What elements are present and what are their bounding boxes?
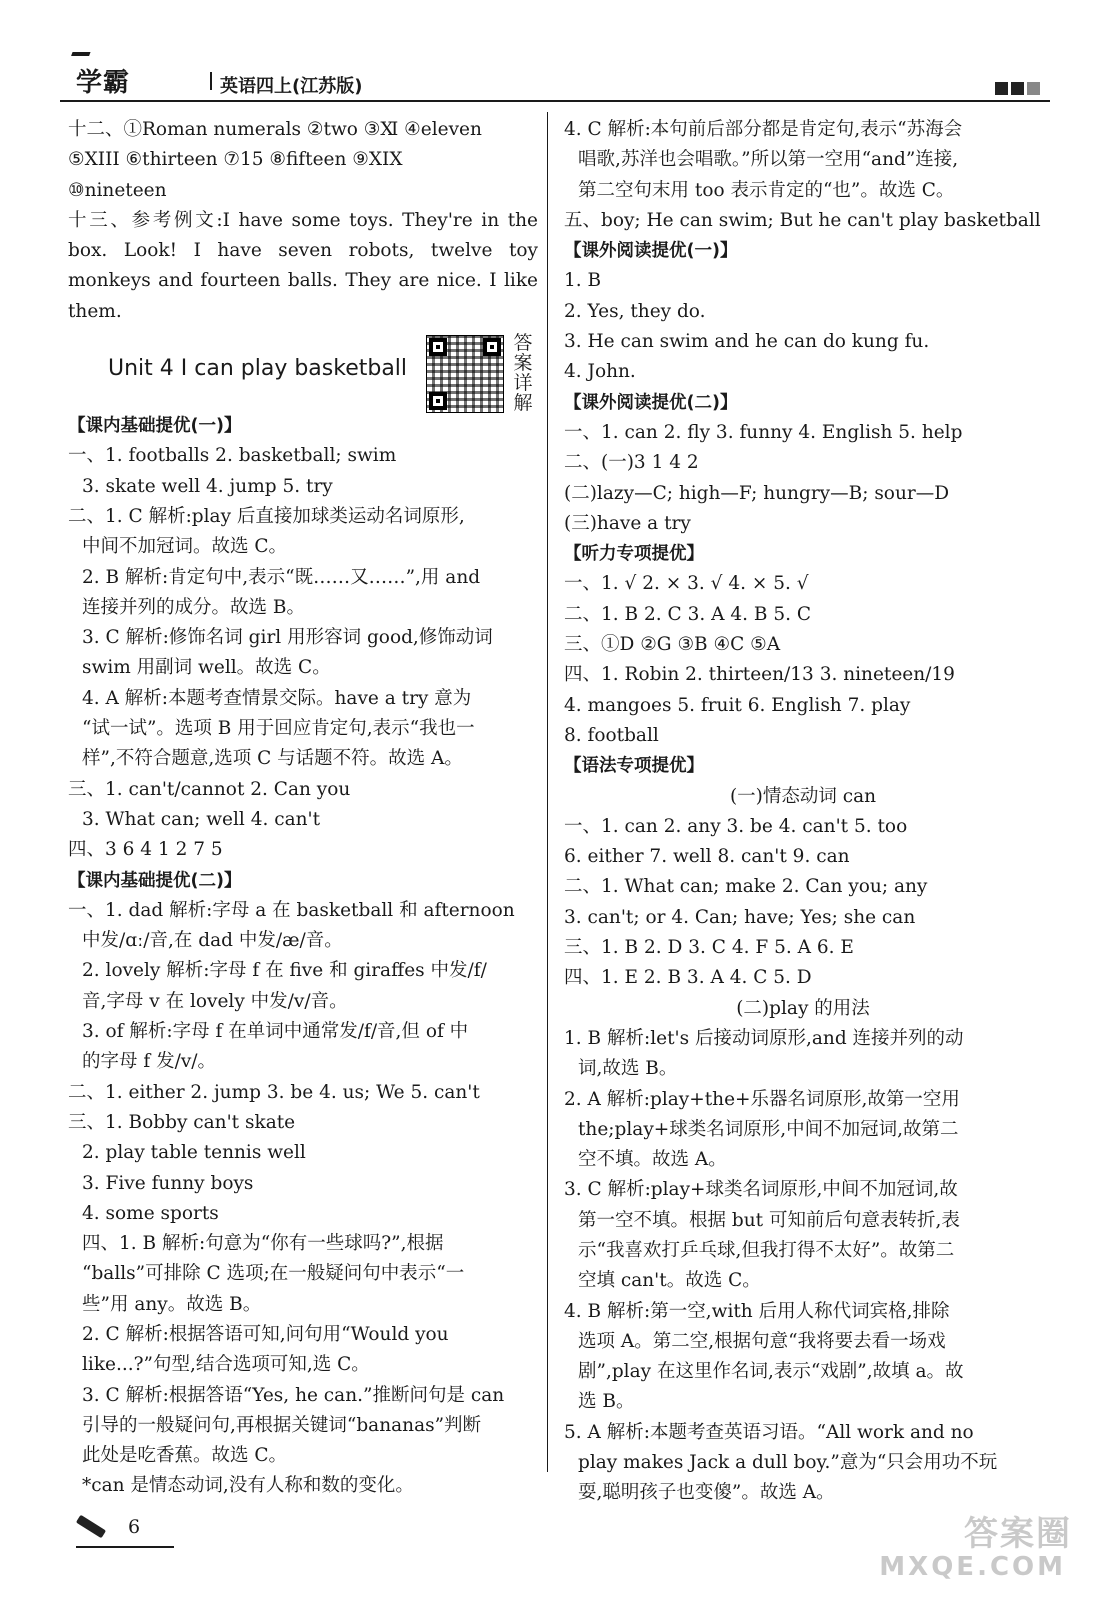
subsection-title: (一)情态动词 can [729,785,877,807]
answer-line: ⑤XIII ⑥thirteen ⑦15 ⑧fifteen ⑨XIX [68,149,403,171]
answer-line: 二、1. B 2. C 3. A 4. B 5. C [564,603,812,625]
watermark-url: MXQE.COM [879,1552,1066,1582]
answer-line: “试一试”。选项 B 用于回应肯定句,表示“我也一 [82,718,475,740]
answer-line: 2. lovely 解析:字母 f 在 five 和 giraffes 中发/f/ [82,960,487,982]
answer-line: 2. A 解析:play+the+乐器名词原形,故第一空用 [564,1088,960,1110]
answer-line: 3. can't; or 4. Can; have; Yes; she can [564,906,916,928]
answer-line: 空不填。故选 A。 [578,1149,727,1171]
answer-line: 中间不加冠词。故选 C。 [82,536,288,558]
pencil-icon [76,1515,106,1539]
answer-line: 十三、参考例文:I have some toys. They're in the [68,209,538,231]
answer-line: box. Look! I have seven robots, twelve toy [68,240,538,262]
answer-line: swim 用副词 well。故选 C。 [82,657,331,679]
answer-line: 4. John. [564,361,636,383]
answer-line: 4. some sports [82,1202,219,1224]
answer-line: (二)lazy—C; high—F; hungry—B; sour—D [564,482,950,504]
answer-note: *can 是情态动词,没有人称和数的变化。 [82,1475,414,1497]
answer-line: the;play+球类名词原形,中间不加冠词,故第二 [578,1118,959,1140]
answer-line: 3. What can; well 4. can't [82,808,321,830]
answer-line: 耍,聪明孩子也变傻”。故选 A。 [578,1482,835,1504]
answer-line: 三、1. B 2. D 3. C 4. F 5. A 6. E [564,937,854,959]
answer-line: 3. C 解析:play+球类名词原形,中间不加冠词,故 [564,1179,958,1201]
brand-logo: 学霸 [76,68,131,98]
answer-line: 8. football [564,724,659,746]
answer-line: 连接并列的成分。故选 B。 [82,596,305,618]
page-header [60,60,1050,102]
answer-line: 一、1. can 2. any 3. be 4. can't 5. too [564,815,908,837]
answer-line: 6. either 7. well 8. can't 9. can [564,846,850,868]
answer-line: 2. Yes, they do. [564,300,706,322]
answer-line: 选项 A。第二空,根据句意“我将要去看一场戏 [578,1330,946,1352]
subsection-title: (二)play 的用法 [736,997,870,1019]
answer-line: (三)have a try [564,512,691,534]
answer-line: 4. C 解析:本句前后部分都是肯定句,表示“苏海会 [564,119,963,140]
answer-line: 二、1. What can; make 2. Can you; any [564,876,928,898]
answer-line: 4. B 解析:第一空,with 后用人称代词宾格,排除 [564,1300,950,1322]
answer-line: 引导的一般疑问句,再根据关键词“bananas”判断 [82,1414,482,1436]
answer-line: 四、1. E 2. B 3. A 4. C 5. D [564,967,812,989]
answer-line: 中发/ɑː/音,在 dad 中发/æ/音。 [82,930,343,952]
answer-line: 空填 can't。故选 C。 [578,1270,761,1292]
header-divider [210,72,212,90]
answer-line: 第一空不填。根据 but 可知前后句意表转折,表 [578,1209,960,1231]
unit-title: Unit 4 I can play basketball [108,356,408,382]
answer-line: 第二空句末用 too 表示肯定的“也”。故选 C。 [578,179,955,201]
section-title: 【语法专项提优】 [564,756,704,777]
answer-line: 3. He can swim and he can do kung fu. [564,331,930,353]
answer-line: 此处是吃香蕉。故选 C。 [82,1445,288,1467]
answer-line: 四、1. Robin 2. thirteen/13 3. nineteen/19 [564,664,955,686]
answer-line: 3. Five funny boys [82,1172,254,1194]
answer-line: “balls”可排除 C 选项;在一般疑问句中表示“一 [82,1263,465,1285]
answer-line: 十二、①Roman numerals ②two ③Ⅺ ④eleven [68,119,482,140]
answer-line: 一、1. footballs 2. basketball; swim [68,445,397,467]
section-title: 【课内基础提优(二)】 [68,870,242,891]
unit-heading [68,329,538,415]
answer-line: 4. mangoes 5. fruit 6. English 7. play [564,694,911,716]
answer-line: 剧”,play 在这里作名词,表示“戏剧”,故填 a。故 [578,1361,964,1383]
answer-line: 词,故选 B。 [578,1058,678,1080]
section-title: 【听力专项提优】 [564,544,704,565]
answer-line: 一、1. √ 2. × 3. √ 4. × 5. √ [564,573,809,595]
answer-line: 3. C 解析:根据答语“Yes, he can.”推断问句是 can [82,1384,505,1406]
answer-line: 些”用 any。故选 B。 [82,1293,262,1315]
answer-line: 的字母 f 发/v/。 [82,1051,217,1073]
qr-code-icon[interactable] [426,335,504,413]
answer-line: like...?”句型,结合选项可知,选 C。 [82,1354,370,1376]
page-footer [76,1514,174,1548]
page-number: 6 [128,1516,141,1538]
answer-line: 3. C 解析:修饰名词 girl 用形容词 good,修饰动词 [82,627,493,649]
column-divider [547,112,548,1472]
answer-line: 四、3 6 4 1 2 7 5 [68,839,223,861]
answer-line: 一、1. can 2. fly 3. funny 4. English 5. help [564,421,963,443]
answer-line: 三、①D ②G ③B ④C ⑤A [564,634,781,656]
section-title: 【课外阅读提优(二)】 [564,392,738,413]
answer-line: 三、1. Bobby can't skate [68,1111,296,1133]
answer-line: 5. A 解析:本题考查英语习语。“All work and no [564,1421,974,1443]
answer-line: 样”,不符合题意,选项 C 与话题不符。故选 A。 [82,748,463,770]
answer-line: them. [68,300,122,322]
answer-line: 3. skate well 4. jump 5. try [82,475,333,497]
answer-line: 四、1. B 解析:句意为“你有一些球吗?”,根据 [82,1233,444,1255]
answer-line: 选 B。 [578,1391,635,1413]
answer-line: ⑩nineteen [68,179,167,201]
qr-label: 答案详解 [513,332,533,415]
answer-line: 2. play table tennis well [82,1142,306,1164]
section-title: 【课外阅读提优(一)】 [564,241,738,262]
answer-line: 2. C 解析:根据答语可知,问句用“Would you [82,1323,449,1345]
left-column [68,115,538,1502]
answer-line: 二、(一)3 1 4 2 [564,452,699,474]
answer-line: 1. B [564,270,602,292]
answer-line: 唱歌,苏洋也会唱歌。”所以第一空用“and”连接, [578,149,959,171]
answer-line: 2. B 解析:肯定句中,表示“既……又……”,用 and [82,566,481,588]
book-title: 英语四上(江苏版) [220,76,363,97]
answer-line: 二、1. C 解析:play 后直接加球类运动名词原形, [68,505,465,527]
answer-line: 示“我喜欢打乒乓球,但我打得不太好”。故第二 [578,1239,955,1261]
answer-line: 4. A 解析:本题考查情景交际。have a try 意为 [82,687,472,709]
answer-line: 3. of 解析:字母 f 在单词中通常发/f/音,但 of 中 [82,1021,469,1043]
answer-line: 二、1. either 2. jump 3. be 4. us; We 5. can't [68,1081,480,1103]
answer-line: 一、1. dad 解析:字母 a 在 basketball 和 afternoon [68,899,515,921]
answer-line: 三、1. can't/cannot 2. Can you [68,778,351,800]
watermark-logo: 答案圈 [964,1514,1072,1554]
answer-line: 五、boy; He can swim; But he can't play basketball [564,209,1041,231]
answer-line: 音,字母 v 在 lovely 中发/v/音。 [82,990,348,1012]
decorative-squares [992,80,1040,99]
answer-line: play makes Jack a dull boy.”意为“只会用功不玩 [578,1452,998,1474]
right-column [564,115,1042,1509]
answer-line: 1. B 解析:let's 后接动词原形,and 连接并列的动 [564,1027,964,1049]
answer-line: monkeys and fourteen balls. They are nice. I like [68,270,538,292]
section-title: 【课内基础提优(一)】 [68,416,242,437]
